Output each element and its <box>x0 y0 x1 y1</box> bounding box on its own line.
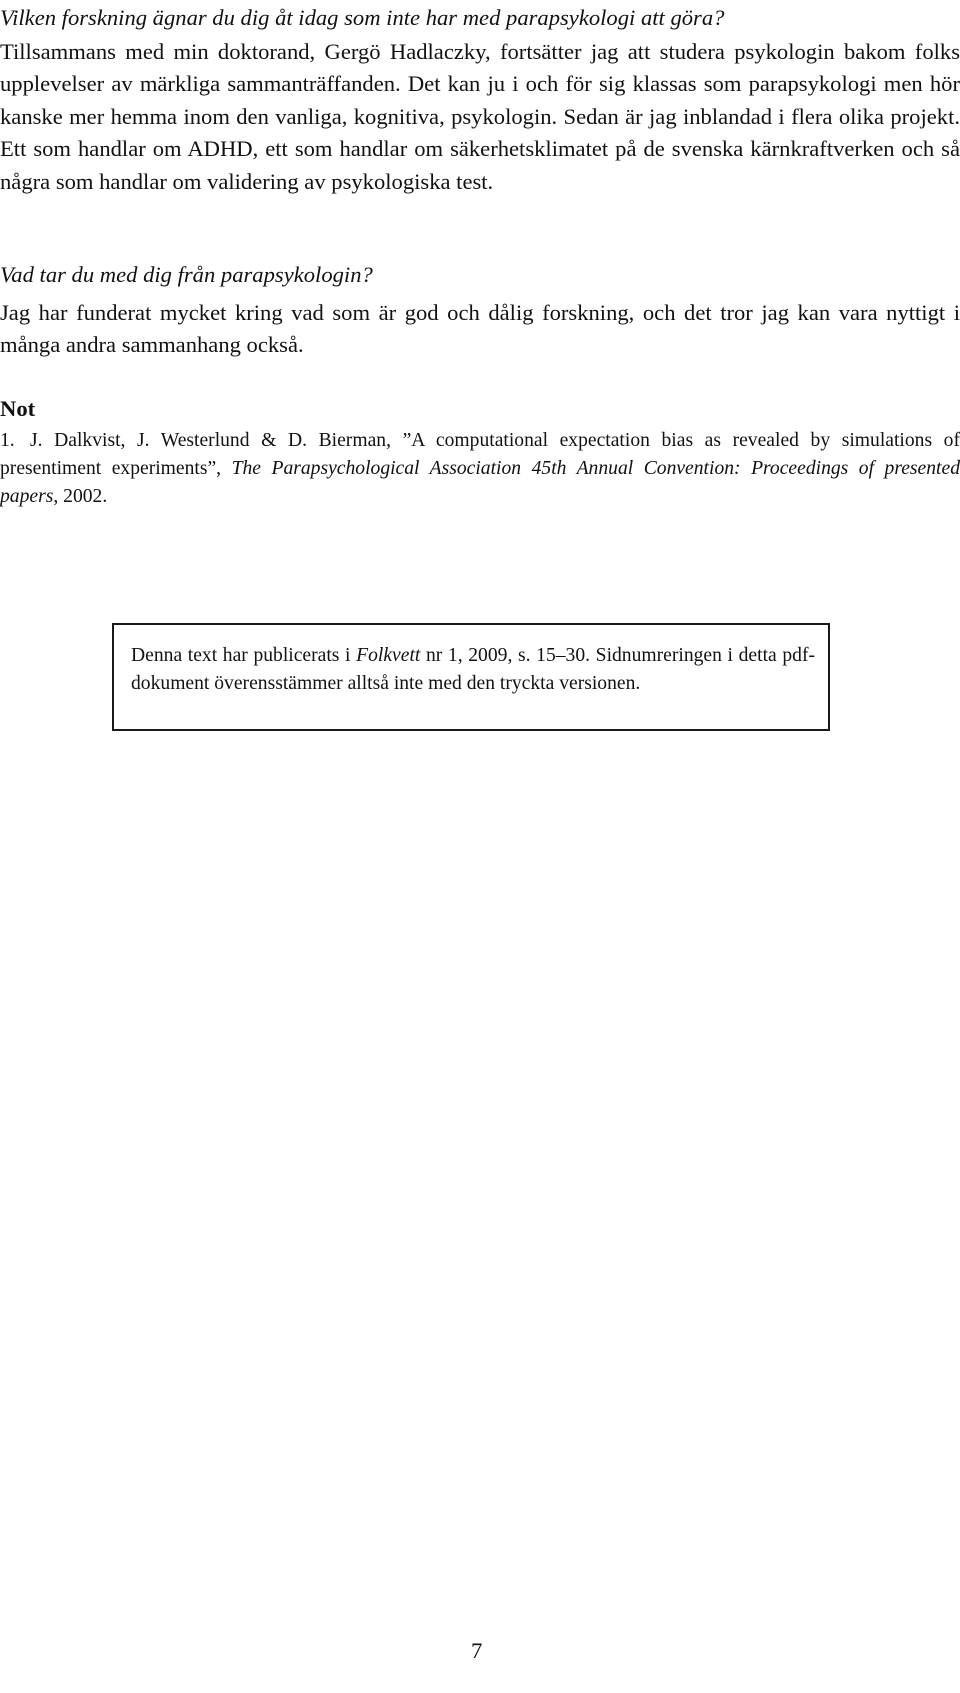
notes-heading: Not <box>0 396 36 421</box>
page-number: 7 <box>471 1638 483 1663</box>
reference-number: 1. <box>0 430 15 451</box>
interview-question-1: Vilken forskning ägnar du dig åt idag som inte har med parapsykologi att göra? <box>0 5 725 30</box>
reference-year: , 2002. <box>53 486 108 507</box>
reference-item <box>0 427 960 511</box>
interview-answer-1: Tillsammans med min doktorand, Gergö Hadlaczky, fortsätter jag att studera psykologin bakom folks upplevelser av märkliga sammanträffanden. Det kan ju i och för sig klassas som parapsykologi men hör kanske mer hemma inom den vanliga, kognitiva, psykologin. Sedan är jag inblandad i flera olika projekt. Ett som handlar om ADHD, ett som handlar om säkerhetsklimatet på de svenska kärnkraftverken och så några som handlar om validering av psykologiska test. <box>0 39 960 194</box>
reference-proceedings: The Parapsychological Association 45th Annual Convention: Proceedings of presented papers <box>0 458 960 507</box>
interview-answer-2: Jag har funderat mycket kring vad som är god och dålig forskning, och det tror jag kan vara nyttigt i många andra sammanhang också. <box>0 300 960 358</box>
notice-text-end: nr 1, 2009, s. 15–30. Sidnumreringen i detta pdf-dokument överensstämmer alltså inte med den tryckta versionen. <box>131 645 815 694</box>
publication-notice-box <box>112 623 830 731</box>
publication-notice <box>131 642 815 697</box>
interview-question-2: Vad tar du med dig från parapsykologin? <box>0 262 373 287</box>
notice-text-start: Denna text har publicerats i <box>131 645 357 666</box>
notice-journal-name: Folkvett <box>356 645 421 666</box>
reference-authors-title: J. Dalkvist, J. Westerlund & D. Bierman, ”A computational expectation bias as revealed by simulations of presentiment experiments”, <box>0 430 960 479</box>
